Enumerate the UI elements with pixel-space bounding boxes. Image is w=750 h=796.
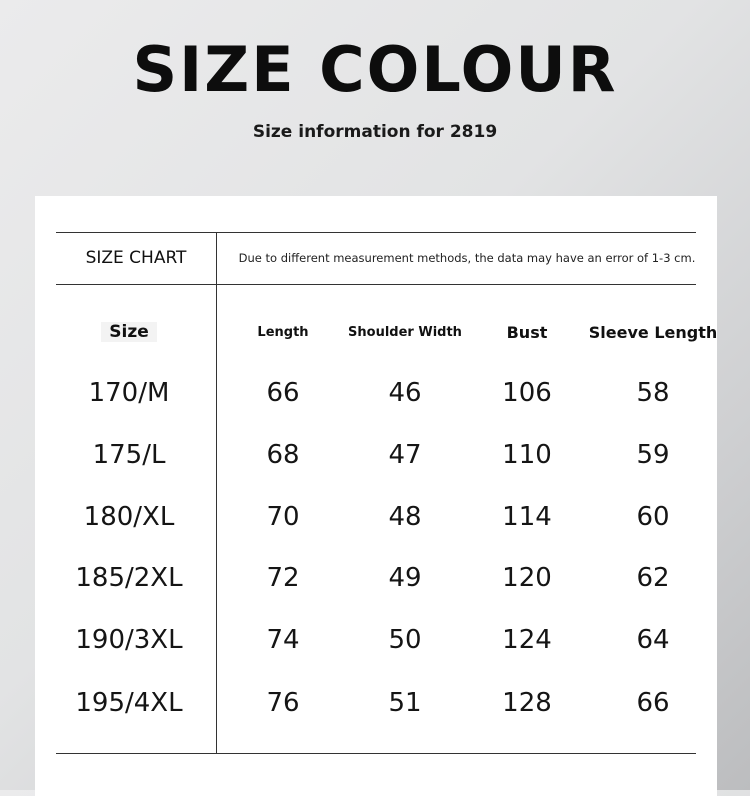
table-cell-length: 70 <box>266 502 300 532</box>
table-cell-length: 66 <box>266 378 300 408</box>
table-cell-length: 76 <box>266 688 300 718</box>
table-cell-sleeve-length: 66 <box>636 688 670 718</box>
table-cell-size: 190/3XL <box>75 625 183 655</box>
table-cell-bust: 128 <box>502 688 552 718</box>
table-bottom-border <box>56 753 696 754</box>
column-header-sleeve-length: Sleeve Length <box>588 322 718 342</box>
table-cell-length: 74 <box>266 625 300 655</box>
table-header-divider <box>56 284 696 285</box>
table-cell-shoulder-width: 48 <box>388 502 422 532</box>
table-cell-length: 72 <box>266 563 300 593</box>
table-cell-size: 185/2XL <box>75 563 183 593</box>
table-cell-shoulder-width: 50 <box>388 625 422 655</box>
table-cell-size: 195/4XL <box>75 688 183 718</box>
table-cell-sleeve-length: 60 <box>636 502 670 532</box>
table-column-divider <box>216 232 217 754</box>
table-cell-bust: 124 <box>502 625 552 655</box>
table-cell-shoulder-width: 49 <box>388 563 422 593</box>
column-header-size-label: Size <box>101 322 157 342</box>
table-cell-sleeve-length: 58 <box>636 378 670 408</box>
table-cell-bust: 106 <box>502 378 552 408</box>
column-header-bust: Bust <box>506 322 548 342</box>
table-cell-sleeve-length: 64 <box>636 625 670 655</box>
table-cell-size: 170/M <box>88 378 170 408</box>
page-subtitle: Size information for 2819 <box>252 122 498 142</box>
table-cell-size: 175/L <box>92 440 166 470</box>
table-cell-bust: 114 <box>502 502 552 532</box>
table-cell-shoulder-width: 46 <box>388 378 422 408</box>
page-title: SIZE COLOUR <box>132 33 618 106</box>
table-cell-bust: 120 <box>502 563 552 593</box>
column-header-shoulder-width: Shoulder Width <box>348 324 462 340</box>
table-cell-size: 180/XL <box>83 502 175 532</box>
table-cell-bust: 110 <box>502 440 552 470</box>
column-header-length: Length <box>257 324 309 340</box>
column-header-size <box>54 314 204 350</box>
measurement-note: Due to different measurement methods, the data may have an error of 1-3 cm. <box>238 251 696 265</box>
table-cell-shoulder-width: 51 <box>388 688 422 718</box>
size-chart-card <box>35 196 717 796</box>
size-chart-label: SIZE CHART <box>85 248 187 268</box>
table-cell-length: 68 <box>266 440 300 470</box>
table-cell-sleeve-length: 59 <box>636 440 670 470</box>
table-cell-sleeve-length: 62 <box>636 563 670 593</box>
table-cell-shoulder-width: 47 <box>388 440 422 470</box>
